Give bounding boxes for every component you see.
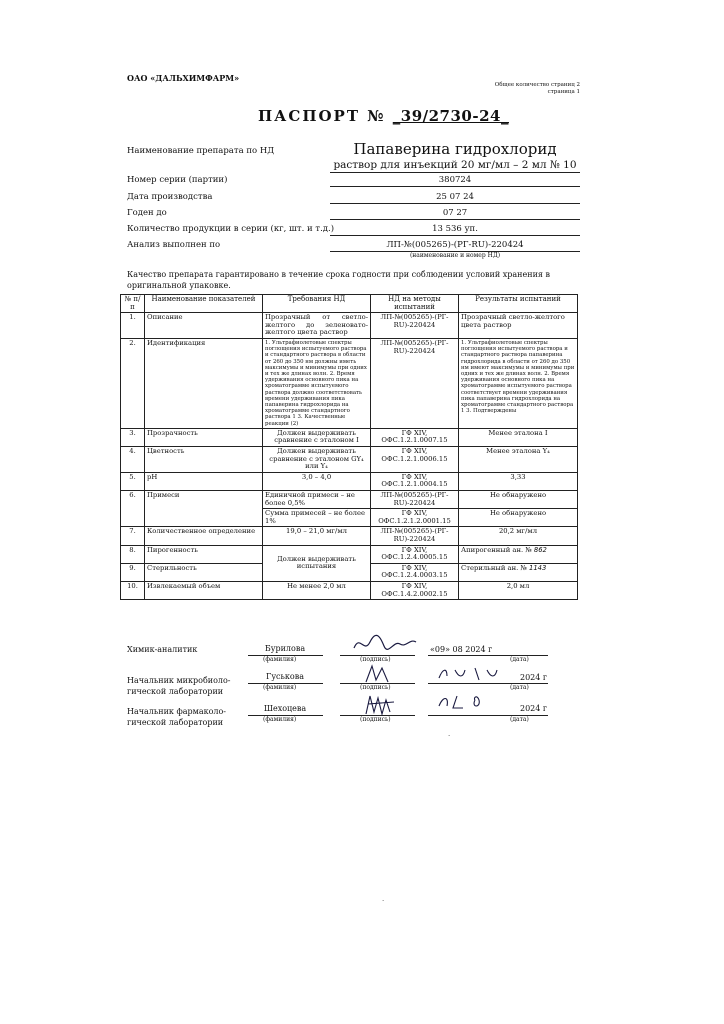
row-number: 5. bbox=[121, 472, 145, 490]
signer-role: Химик-аналитик bbox=[127, 645, 198, 654]
row-method: ЛП-№(005265)-(РГ-RU)-220424 bbox=[371, 527, 459, 545]
series-label: Номер серии (партии) bbox=[127, 175, 228, 185]
table-row bbox=[121, 338, 578, 428]
row-method: ГФ XIV, ОФС.1.2.1.0004.15 bbox=[371, 472, 459, 490]
series-value: 380724 bbox=[438, 175, 472, 185]
handwritten-analysis-number: 1143 bbox=[529, 563, 547, 572]
underline bbox=[330, 219, 580, 220]
row-result: 20,2 мг/мл bbox=[459, 527, 578, 545]
row-result: 1. Ультрафиолетовые спектры поглощения испытуемого раствора и стандартного раствора папаверина гидрохлорида в области от 260 до 350 нм имеют максимумы и минимумы при одних и тех же длинах волн. 2. Время удерживания основного пика на хроматограмме испытуемого раствора соответствует времени удерживания пика папаверина гидрохлорида на хроматограмме стандартного раствора 1 3. Подтверждены bbox=[459, 338, 578, 428]
row-requirement: Прозрачный от светло-желтого до зеленовато-желтого цвета раствор bbox=[263, 313, 371, 339]
row-method: ГФ XIV, ОФС.1.2.4.0003.15 bbox=[371, 563, 459, 581]
sign-caption: (подпись) bbox=[360, 656, 391, 663]
underline bbox=[330, 172, 580, 173]
row-number: 10. bbox=[121, 581, 145, 599]
passport-number: _39/2730-24_ bbox=[392, 107, 509, 125]
signer-name: Шехоцева bbox=[263, 704, 307, 713]
row-method: ЛП-№(005265)-(РГ-RU)-220424 bbox=[371, 338, 459, 428]
page-number: страница 1 bbox=[547, 89, 580, 95]
row-number: 9. bbox=[121, 563, 145, 581]
row-requirement: Единичной примеси – не более 0,5% bbox=[263, 490, 371, 508]
row-indicator: Идентификация bbox=[145, 338, 263, 428]
col-header: Требования НД bbox=[263, 295, 371, 313]
row-number: 4. bbox=[121, 447, 145, 473]
row-number: 8. bbox=[121, 545, 145, 563]
expiry-label: Годен до bbox=[127, 208, 167, 218]
sign-date: 2024 г bbox=[520, 704, 548, 713]
signer-name: Бурилова bbox=[264, 644, 306, 653]
row-indicator: Прозрачность bbox=[145, 428, 263, 446]
row-method: ЛП-№(005265)-(РГ-RU)-220424 bbox=[371, 490, 459, 508]
scan-mark: · bbox=[382, 897, 385, 905]
row-indicator: Стерильность bbox=[145, 563, 263, 581]
table-row bbox=[121, 472, 578, 490]
row-result: Прозрачный светло-желтого цвета раствор bbox=[459, 313, 578, 339]
analysis-value: ЛП-№(005265)-(РГ-RU)-220424 bbox=[386, 240, 524, 250]
row-result: 2,0 мл bbox=[459, 581, 578, 599]
row-requirement: Должен выдерживать сравнение с эталоном I bbox=[263, 428, 371, 446]
company-name: ОАО «ДАЛЬХИМФАРМ» bbox=[127, 73, 240, 83]
production-date-value: 25 07 24 bbox=[436, 192, 474, 202]
row-requirement: 1. Ультрафиолетовые спектры поглощения испытуемого раствора и стандартного раствора в области от 260 до 350 нм должны иметь максимумы и минимумы при одних и тех же длинах волн. 2. Время удерживания основного пика на хроматограмме испытуемого раствора должно соответствовать времени удерживания пика папаверина гидрохлорида на хроматограмме стандартного раствора 1 3. Качественные реакции (2) bbox=[263, 338, 371, 428]
date-caption: (дата) bbox=[510, 716, 529, 723]
row-result bbox=[459, 545, 578, 563]
underline bbox=[330, 235, 580, 236]
analysis-note: (наименование и номер НД) bbox=[409, 252, 501, 259]
sign-date: 2024 г bbox=[520, 673, 548, 682]
row-method: ГФ XIV, ОФС.1.2.1.0006.15 bbox=[371, 447, 459, 473]
quantity-label: Количество продукции в серии (кг, шт. и т.д.) bbox=[127, 224, 335, 234]
row-result bbox=[459, 563, 578, 581]
passport-title bbox=[258, 107, 509, 125]
row-indicator: Количественное определение bbox=[145, 527, 263, 545]
table-row bbox=[121, 428, 578, 446]
underline bbox=[428, 715, 548, 716]
row-requirement: Сумма примесей – не более 1% bbox=[263, 509, 371, 527]
drug-name-label: Наименование препарата по НД bbox=[127, 146, 275, 156]
row-number: 7. bbox=[121, 527, 145, 545]
handwritten-signature bbox=[350, 630, 420, 658]
row-indicator: pH bbox=[145, 472, 263, 490]
drug-name: Папаверина гидрохлорид bbox=[353, 140, 557, 158]
col-header: Результаты испытаний bbox=[459, 295, 578, 313]
handwritten-signature bbox=[360, 690, 405, 720]
row-requirement: Должен выдерживать сравнение с эталоном GY₄ или Y₄ bbox=[263, 447, 371, 473]
production-date-label: Дата производства bbox=[127, 192, 213, 202]
table-row bbox=[121, 581, 578, 599]
date-caption: (дата) bbox=[510, 656, 529, 663]
signer-role: Начальник микробиоло- гической лаборатории bbox=[127, 676, 231, 696]
signer-role: Начальник фармаколо- гической лаборатории bbox=[127, 707, 227, 727]
pages-total: Общее количество страниц 2 bbox=[494, 82, 580, 88]
name-caption: (фамилия) bbox=[263, 716, 297, 723]
handwritten-date bbox=[435, 664, 510, 684]
row-method: ГФ XIV, ОФС.1.2.1.2.0001.15 bbox=[371, 509, 459, 527]
row-result: Менее эталона Y₄ bbox=[459, 447, 578, 473]
row-result: Не обнаружено bbox=[459, 509, 578, 527]
row-requirement: Должен выдерживать испытания bbox=[263, 545, 371, 581]
handwritten-date bbox=[435, 692, 510, 714]
quality-guarantee: Качество препарата гарантировано в течение срока годности при соблюдении условий хранения в оригинальной упаковке. bbox=[127, 270, 550, 290]
col-header: № п/п bbox=[121, 295, 145, 313]
signer-name: Гуськова bbox=[266, 672, 304, 681]
row-indicator: Пирогенность bbox=[145, 545, 263, 563]
name-caption: (фамилия) bbox=[263, 684, 297, 691]
row-result: Не обнаружено bbox=[459, 490, 578, 508]
underline bbox=[330, 203, 580, 204]
row-indicator: Извлекаемый объем bbox=[145, 581, 263, 599]
row-indicator: Примеси bbox=[145, 490, 263, 526]
table-row bbox=[121, 313, 578, 339]
row-result: 3,33 bbox=[459, 472, 578, 490]
underline bbox=[330, 186, 580, 187]
col-header: Наименование показателей bbox=[145, 295, 263, 313]
row-method: ГФ XIV, ОФС.1.2.4.0005.15 bbox=[371, 545, 459, 563]
table-row bbox=[121, 527, 578, 545]
row-indicator: Цветность bbox=[145, 447, 263, 473]
sign-caption: (подпись) bbox=[360, 684, 391, 691]
name-caption: (фамилия) bbox=[263, 656, 297, 663]
handwritten-signature bbox=[360, 662, 400, 686]
title-prefix: ПАСПОРТ № bbox=[258, 107, 386, 125]
table-row bbox=[121, 447, 578, 473]
underline bbox=[428, 683, 548, 684]
row-method: ГФ XIV, ОФС.1.4.2.0002.15 bbox=[371, 581, 459, 599]
page-count bbox=[490, 82, 580, 96]
result-text: Апирогенный ан. № bbox=[461, 545, 532, 554]
sign-caption: (подпись) bbox=[360, 716, 391, 723]
result-text: Стерильный ан. № bbox=[461, 563, 527, 572]
row-number: 2. bbox=[121, 338, 145, 428]
table-header-row bbox=[121, 295, 578, 313]
analysis-label: Анализ выполнен по bbox=[127, 240, 221, 250]
row-requirement: 19,0 – 21,0 мг/мл bbox=[263, 527, 371, 545]
row-result: Менее эталона I bbox=[459, 428, 578, 446]
row-number: 1. bbox=[121, 313, 145, 339]
quality-table bbox=[120, 294, 578, 600]
sign-date: «09» 08 2024 г bbox=[430, 645, 493, 654]
col-header: НД на методы испытаний bbox=[371, 295, 459, 313]
handwritten-analysis-number: 862 bbox=[533, 545, 547, 554]
row-method: ЛП-№(005265)-(РГ-RU)-220424 bbox=[371, 313, 459, 339]
row-indicator: Описание bbox=[145, 313, 263, 339]
expiry-value: 07 27 bbox=[442, 208, 468, 218]
date-caption: (дата) bbox=[510, 684, 529, 691]
row-requirement: 3,0 – 4,0 bbox=[263, 472, 371, 490]
quantity-value: 13 536 уп. bbox=[432, 224, 478, 234]
row-number: 6. bbox=[121, 490, 145, 526]
table-row bbox=[121, 490, 578, 508]
table-row bbox=[121, 545, 578, 563]
row-requirement: Не менее 2,0 мл bbox=[263, 581, 371, 599]
underline bbox=[428, 655, 548, 656]
drug-form: раствор для инъекций 20 мг/мл – 2 мл № 10 bbox=[333, 159, 577, 171]
scan-mark: · bbox=[448, 732, 451, 740]
row-method: ГФ XIV, ОФС.1.2.1.0007.15 bbox=[371, 428, 459, 446]
row-number: 3. bbox=[121, 428, 145, 446]
